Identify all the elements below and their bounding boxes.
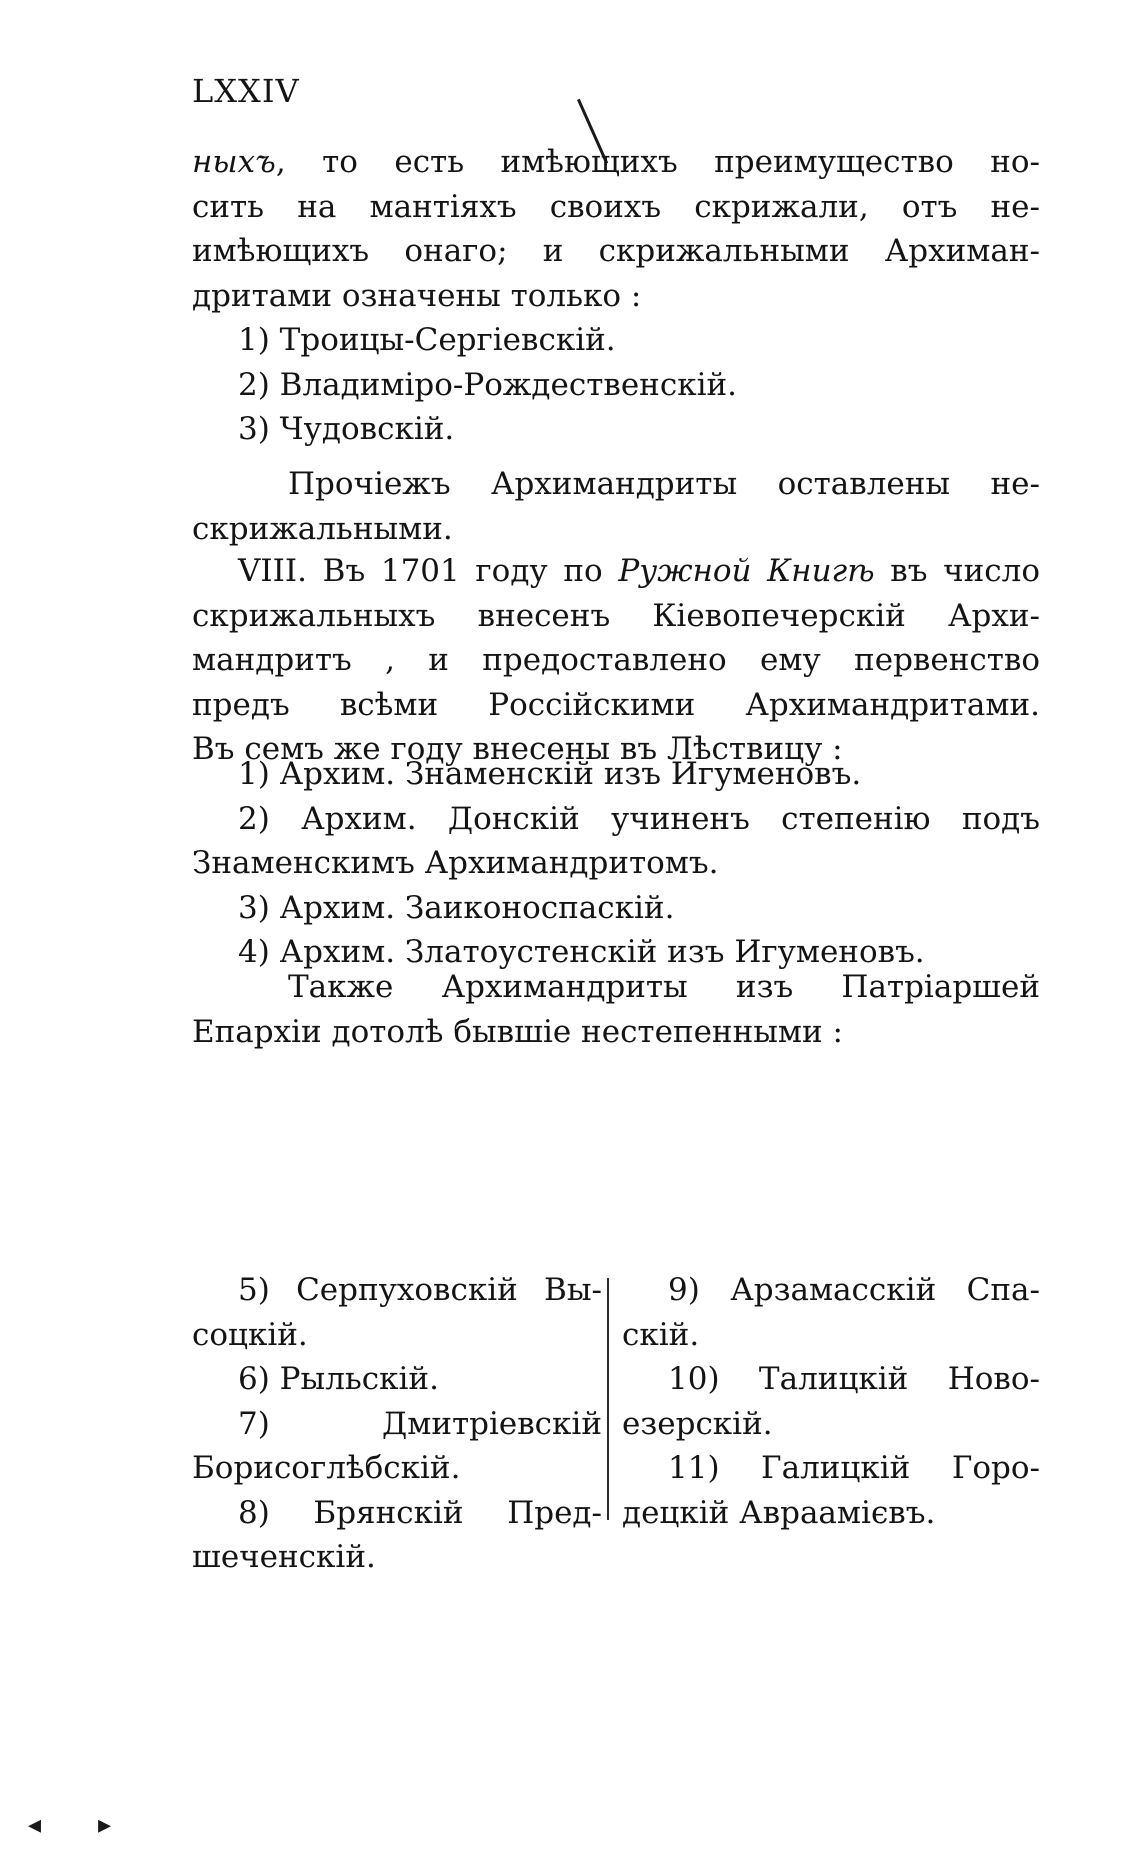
list-item: 6) Рыльскій. [238,1361,439,1397]
right-column [622,1268,1040,1535]
paragraph-line: предъ всѣми Россійскими Архимандритами. [192,686,1040,723]
scan-mark-left-icon: ◂ [28,1810,42,1840]
paragraph-line [192,549,1040,594]
scan-mark-right-icon: ▸ [98,1810,112,1840]
list-item-continuation: Знаменскимъ Архимандритомъ. [192,845,719,881]
paragraph-line: Епархіи дотолѣ бывшіе нестепенными : [192,1013,843,1050]
line-part: VIII. Въ 1701 году по [238,553,619,589]
list-item: 1) Архим. Знаменскій изъ Игуменовъ. [238,756,862,792]
list-item: 7) Дмитріевскій [238,1405,602,1442]
list-item-continuation: шеченскій. [192,1539,376,1575]
paragraph-line: имѣющихъ онаго; и скрижальными Архиман- [192,233,1040,269]
italic-word: ныхъ [192,144,276,180]
line-rest: , то есть имѣющихъ преимущество но- [275,144,1040,180]
left-column [192,1268,602,1580]
list-item-continuation: Борисоглѣбскій. [192,1450,461,1486]
column-divider [607,1278,609,1520]
list-item-continuation: езерскій. [622,1405,773,1442]
list-item: 10) Талицкій Ново- [668,1361,1040,1397]
paragraph-section-viii [192,549,1040,772]
list-item: 3) Чудовскій. [238,411,455,447]
paragraph-line: мандритъ , и предоставлено ему первенство [192,642,1040,678]
line-part: въ число [874,553,1040,589]
page-number: LXXIV [192,72,300,110]
list-item: 2) Архим. Донскій учиненъ степенію подъ [238,800,1040,837]
paragraph-patriarchal [192,965,1040,1054]
list-item-continuation: децкій Авраамієвъ. [622,1494,936,1531]
list-item: 4) Архим. Златоустенскій изъ Игуменовъ. [238,934,925,970]
paragraph-line: дритами означены только : [192,277,642,314]
list-item-continuation: соцкій. [192,1316,308,1353]
paragraph-line: Также Архимандриты изъ Патріаршей [288,969,1040,1005]
paragraph-continuation [192,140,1040,318]
list-item: 1) Троицы-Сергіевскій. [238,322,616,358]
paragraph-line [192,140,1040,185]
skrizhal-list [192,318,1040,452]
paragraph-other-archimandrites [192,462,1040,551]
paragraph-line: Въ семъ же году внесены въ Лѣствицу : [192,731,843,767]
list-item: 3) Архим. Заиконоспаскій. [238,889,675,926]
paragraph-line: скрижальными. [192,510,453,547]
lestvitsa-list [192,752,1040,975]
italic-title: Ружной Книгѣ [618,553,875,589]
list-item: 8) Брянскій Пред- [238,1494,602,1531]
list-item: 5) Серпуховскій Вы- [238,1272,602,1308]
list-item-continuation: скій. [622,1316,700,1353]
list-item: 9) Арзамасскій Спа- [668,1272,1040,1308]
paragraph-line: сить на мантіяхъ своихъ скрижали, отъ не- [192,188,1040,225]
list-item: 2) Владиміро-Рождественскій. [238,366,737,403]
paragraph-line: Прочіежъ Архимандриты оставлены не- [288,466,1040,502]
paragraph-line: скрижальныхъ внесенъ Кіевопечерскій Архи- [192,597,1040,634]
list-item: 11) Галицкій Горо- [668,1450,1040,1486]
